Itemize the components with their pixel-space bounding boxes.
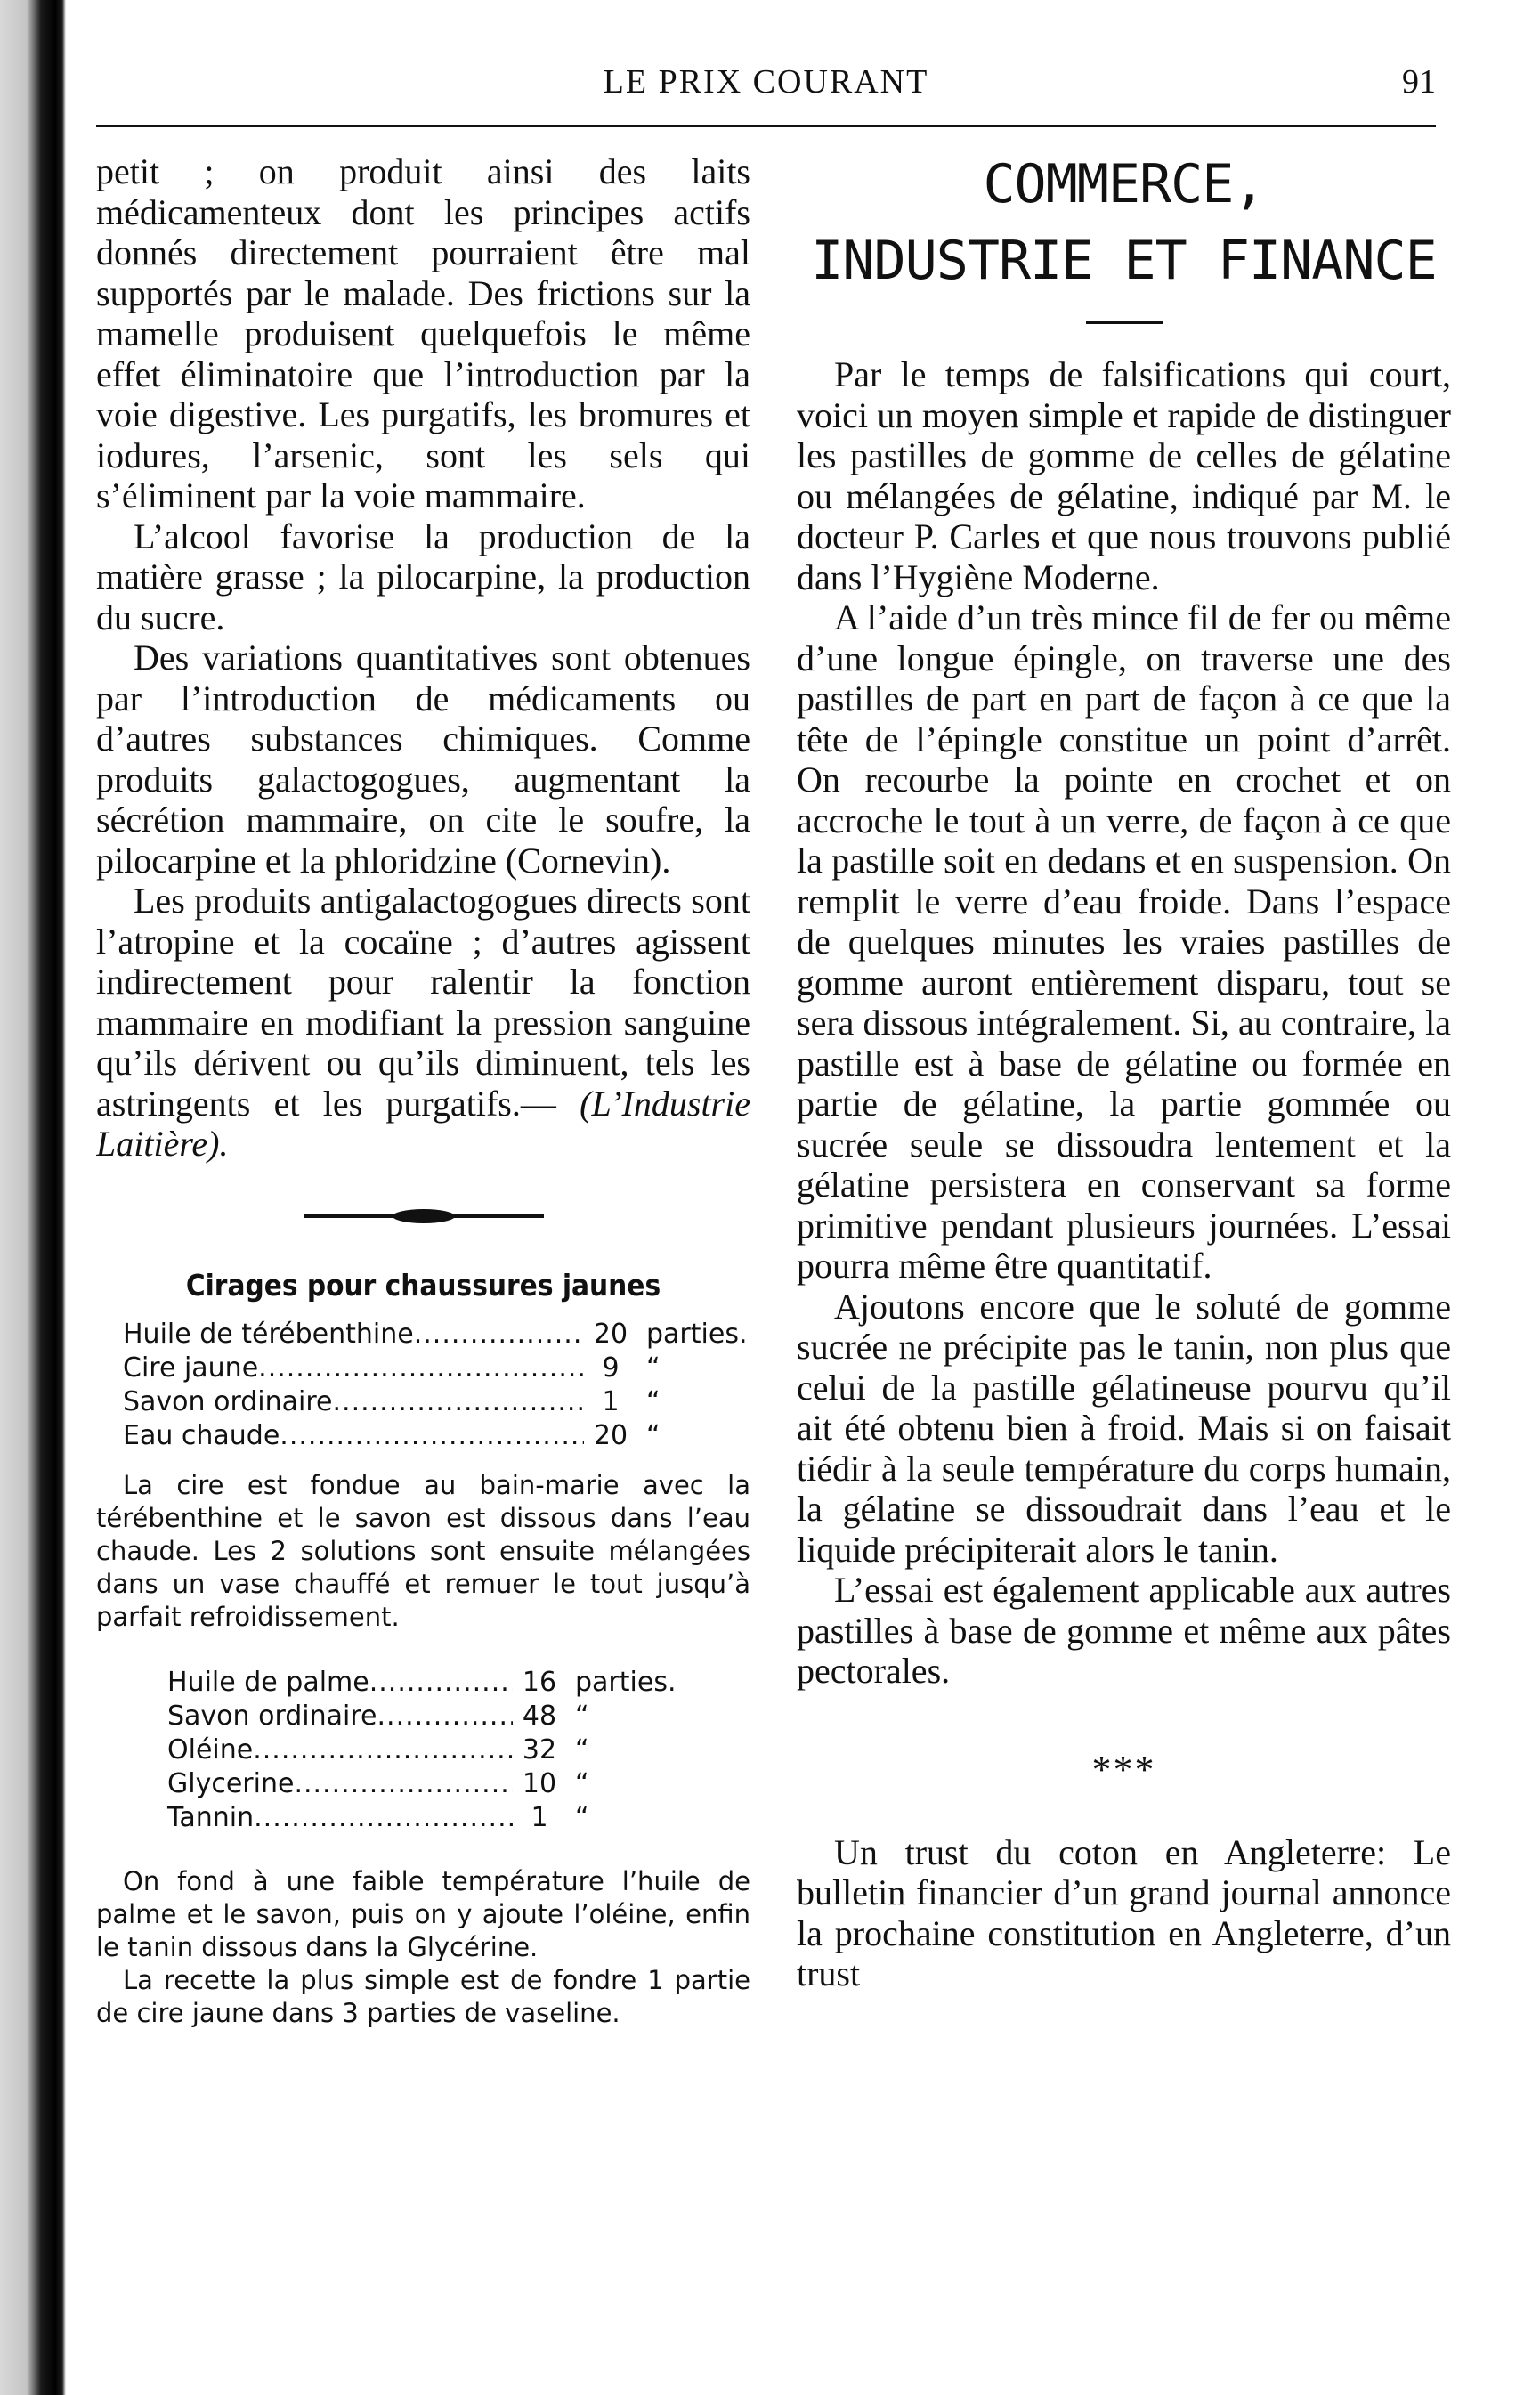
ingredient-qty: 20 xyxy=(593,1318,628,1350)
paragraph: Un trust du coton en Angleterre: Le bulletin financier d’un grand journal annonce la prochaine constitution en Angleterre, d’un trust xyxy=(797,1831,1451,1993)
ingredient-unit: “ xyxy=(575,1801,589,1833)
ingredient-name: Glycerine xyxy=(167,1767,295,1799)
ingredient-qty: 9 xyxy=(602,1352,620,1384)
page-number: 91 xyxy=(1402,63,1436,101)
ingredient-name: Savon ordinaire xyxy=(167,1700,377,1732)
recipe-row xyxy=(167,1700,693,1733)
ingredient-qty: 10 xyxy=(522,1767,557,1799)
ingredient-unit: “ xyxy=(575,1700,589,1732)
ingredient-qty: 16 xyxy=(522,1666,557,1698)
paragraph: Des variations quantitatives sont obtenues par l’introduction de médicaments ou d’autres substances chimiques. Comme produits galactogogues, augmentant la sécrétion mammaire, on cite le soufre, la pilocarpine et la phloridzine (Cornevin). xyxy=(96,637,750,881)
recipe-list xyxy=(167,1666,693,1835)
paragraph: Par le temps de falsifications qui court, voici un moyen simple et rapide de distinguer les pastilles de gomme de celles de gélatine ou mélangées de gélatine, indiqué par M. le docteur P. Carles et que nous trouvons publié dans l’Hygiène Moderne. xyxy=(797,354,1451,597)
ornament-divider xyxy=(304,1214,544,1218)
left-column xyxy=(96,151,750,2306)
section-heading-line1: COMMERCE, xyxy=(983,153,1265,215)
ingredient-name: Huile de palme xyxy=(167,1666,369,1698)
ingredient-qty: 1 xyxy=(531,1801,548,1833)
ingredient-unit: parties. xyxy=(575,1666,677,1698)
ingredient-qty: 1 xyxy=(602,1385,620,1417)
recipe-row xyxy=(167,1801,693,1835)
section-heading-line2: INDUSTRIE ET FINANCE xyxy=(811,230,1437,292)
ingredient-unit: “ xyxy=(646,1352,661,1384)
recipe-instructions: La recette la plus simple est de fondre 1 partie de cire jaune dans 3 parties de vaseline. xyxy=(96,1964,750,2028)
ingredient-name: Tannin xyxy=(167,1801,255,1833)
ingredient-qty: 32 xyxy=(522,1733,557,1766)
asterism-divider: *** xyxy=(1091,1747,1156,1791)
paragraph: petit ; on produit ainsi des laits médicamenteux dont les principes actifs donnés directement pourraient être mal supportés par le malade. Des frictions sur la mamelle produisent quelquefois le même effet éliminatoire que l’introduction par la voie digestive. Les purgatifs, les bromures et iodures, l’arsenic, sont les sels qui s’éliminent par la voie mammaire. xyxy=(96,151,750,516)
journal-title: LE PRIX COURANT xyxy=(603,63,929,101)
ingredient-unit: “ xyxy=(646,1419,661,1451)
recipe-instructions: On fond à une faible température l’huile de palme et le savon, puis on y ajoute l’oléine, enfin le tanin dissous dans la Glycérine. xyxy=(96,1865,750,1962)
paragraph: Ajoutons encore que le soluté de gomme sucrée ne précipite pas le tanin, non plus que celui de la pastille gélatineuse pourvu qu’il ait été obtenu bien à froid. Mais si on faisait tiédir à la seule température du corps humain, la gélatine se dissoudrait dans l’eau et le liquide précipiterait alors le tanin. xyxy=(797,1286,1451,1570)
recipe-row xyxy=(123,1352,750,1385)
source-citation: (L’Industrie Laitière). xyxy=(96,1083,750,1164)
section-title: Cirages pour chaussures jaunes xyxy=(185,1267,661,1303)
ingredient-name: Huile de térébenthine xyxy=(123,1318,414,1350)
ingredient-unit: “ xyxy=(575,1767,589,1799)
recipe-list xyxy=(123,1318,750,1453)
recipe-row xyxy=(123,1419,750,1453)
ingredient-unit: parties. xyxy=(646,1318,748,1350)
ingredient-name: Cire jaune xyxy=(123,1352,259,1384)
book-spine-shadow xyxy=(0,0,66,2395)
right-column xyxy=(797,144,1451,2317)
ingredient-unit: “ xyxy=(646,1385,661,1417)
heading-rule xyxy=(1086,321,1163,324)
paragraph: A l’aide d’un très mince fil de fer ou même d’une longue épingle, on traverse une des pastilles de part en part de façon à ce que la tête de l’épingle constitue un point d’arrêt. On recourbe la pointe en crochet et on accroche le tout à un verre, de façon à ce que la pastille soit en dedans et en suspension. On remplit le verre d’eau froide. Dans l’espace de quelques minutes les vraies pastilles de gomme auront entièrement disparu, tout se sera dissous intégralement. Si, au contraire, la pastille est à base de gélatine ou formée en partie de gélatine, la partie gommée ou sucrée seule se dissoudra lentement et la gélatine persistera en conservant sa forme primitive pendant plusieurs journées. L’essai pourra même être quantitatif. xyxy=(797,597,1451,1286)
paragraph: L’essai est également applicable aux autres pastilles à base de gomme et même aux pâtes pectorales. xyxy=(797,1570,1451,1691)
ingredient-qty: 20 xyxy=(593,1419,628,1451)
ingredient-name: Savon ordinaire xyxy=(123,1385,333,1417)
ingredient-qty: 48 xyxy=(522,1700,557,1732)
ingredient-name: Eau chaude xyxy=(123,1419,280,1451)
recipe-row xyxy=(167,1733,693,1767)
recipe-row xyxy=(167,1767,693,1801)
ingredient-name: Oléine xyxy=(167,1733,254,1766)
paragraph-text: Les produits antigalactogogues directs sont l’atropine et la cocaïne ; d’autres agissent indirectement pour ralentir la fonction mammaire en modifiant la pression sanguine qu’ils dérivent ou qu’ils diminuent, tels les astringents et les purgatifs.— xyxy=(96,881,750,1124)
paragraph xyxy=(96,881,750,1165)
recipe-instructions: La cire est fondue au bain-marie avec la térébenthine et le savon est dissous dans l’eau chaude. Les 2 solutions sont ensuite mélangées dans un vase chauffé et remuer le tout jusqu’à parfait refroidissement. xyxy=(96,1469,750,1632)
ingredient-unit: “ xyxy=(575,1733,589,1766)
recipe-row xyxy=(167,1666,693,1700)
header-rule xyxy=(96,125,1436,127)
paragraph: L’alcool favorise la production de la matière grasse ; la pilocarpine, la production du sucre. xyxy=(96,516,750,637)
running-header xyxy=(96,62,1436,114)
recipe-row xyxy=(123,1318,750,1352)
recipe-row xyxy=(123,1385,750,1419)
